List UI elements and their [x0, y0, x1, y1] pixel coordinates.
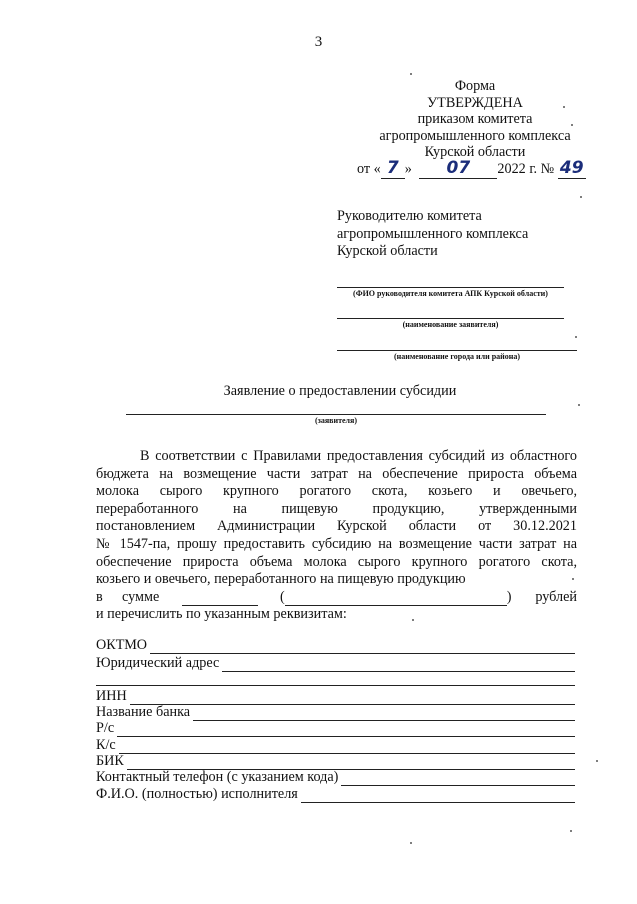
- date-year: 2022 г. №: [497, 161, 555, 177]
- applicant-name-caption: (наименование заявителя): [402, 320, 499, 329]
- requisite-oktmo: ОКТМО: [96, 637, 575, 654]
- sum-line: [96, 589, 577, 607]
- scan-speck: [571, 124, 573, 126]
- scan-speck: [596, 760, 598, 762]
- requisite-phone: Контактный телефон (с указанием кода): [96, 769, 575, 786]
- requisite-legal-address-cont: [96, 672, 575, 686]
- requisite-corr-account: К/с: [96, 737, 575, 754]
- sum-words-field: [285, 592, 507, 606]
- approval-line-region: Курской области: [424, 144, 526, 161]
- requisite-account: Р/с: [96, 720, 575, 737]
- scan-speck: [412, 619, 414, 621]
- statement-body: [96, 448, 577, 624]
- scan-speck: [572, 578, 574, 580]
- order-number: 49: [558, 158, 586, 179]
- addressee-line: Руководителю комитета: [337, 208, 482, 224]
- document-title: Заявление о предоставлении субсидии: [223, 383, 457, 399]
- body-line: обеспечение прироста объема молока сырого крупного рогатого скота,: [96, 553, 577, 570]
- head-name-caption: (ФИО руководителя комитета АПК Курской области): [353, 289, 548, 298]
- sum-amount-field: [182, 592, 258, 606]
- paren-open: (: [280, 588, 285, 605]
- page-number: 3: [314, 34, 323, 50]
- date-mid: »: [404, 161, 412, 177]
- transfer-line: и перечислить по указанным реквизитам:: [96, 606, 347, 623]
- scan-speck: [563, 106, 565, 108]
- addressee-block: [337, 208, 528, 261]
- body-line: В соответствии с Правилами предоставления субсидий из областного: [140, 448, 577, 464]
- head-name-line: [337, 287, 564, 288]
- approval-line-order: приказом комитета: [417, 111, 533, 128]
- requisite-bik: БИК: [96, 753, 575, 770]
- paren-close: ): [506, 588, 512, 605]
- city-line: [337, 350, 577, 351]
- date-day: 7: [381, 158, 405, 179]
- scan-speck: [578, 404, 580, 406]
- scan-speck: [575, 336, 577, 338]
- approval-line-complex: агропромышленного комплекса: [379, 127, 571, 144]
- sum-in: в: [96, 588, 103, 605]
- requisite-bank-name: Название банка: [96, 704, 575, 721]
- requisite-inn: ИНН: [96, 688, 575, 705]
- requisite-legal-address: Юридический адрес: [96, 655, 575, 672]
- approval-line-form: Форма: [454, 78, 496, 94]
- scan-speck: [580, 196, 582, 198]
- applicant-line: [126, 414, 546, 415]
- date-prefix: от «: [357, 161, 381, 177]
- applicant-caption: (заявителя): [314, 416, 358, 425]
- body-line: № 1547-па, прошу предоставить субсидию на возмещение части затрат на: [96, 535, 577, 552]
- scan-speck: [570, 830, 572, 832]
- currency: рублей: [535, 588, 577, 605]
- body-line: козьего и овечьего, переработанного на пищевую продукцию: [96, 571, 466, 588]
- scan-speck: [410, 73, 412, 75]
- body-line: переработанного на пищевую продукцию, утвержденными: [96, 500, 577, 517]
- addressee-line: Курской области: [337, 243, 438, 259]
- addressee-line: агропромышленного комплекса: [337, 225, 529, 242]
- body-line: молока сырого крупного рогатого скота, козьего и овечьего,: [96, 483, 577, 500]
- scan-speck: [410, 842, 412, 844]
- sum-word: сумме: [122, 588, 160, 605]
- applicant-name-line: [337, 318, 564, 319]
- requisite-executor: Ф.И.О. (полностью) исполнителя: [96, 786, 575, 803]
- date-month: 07: [419, 158, 497, 179]
- body-line: бюджета на возмещение части затрат на обеспечение прироста объема: [96, 465, 577, 482]
- approval-date-line: [357, 158, 586, 179]
- body-line: постановлением Администрации Курской области от 30.12.2021: [96, 518, 577, 535]
- approval-line-approved: УТВЕРЖДЕНА: [427, 94, 523, 111]
- city-caption: (наименование города или района): [393, 352, 521, 361]
- approval-block: [340, 78, 610, 161]
